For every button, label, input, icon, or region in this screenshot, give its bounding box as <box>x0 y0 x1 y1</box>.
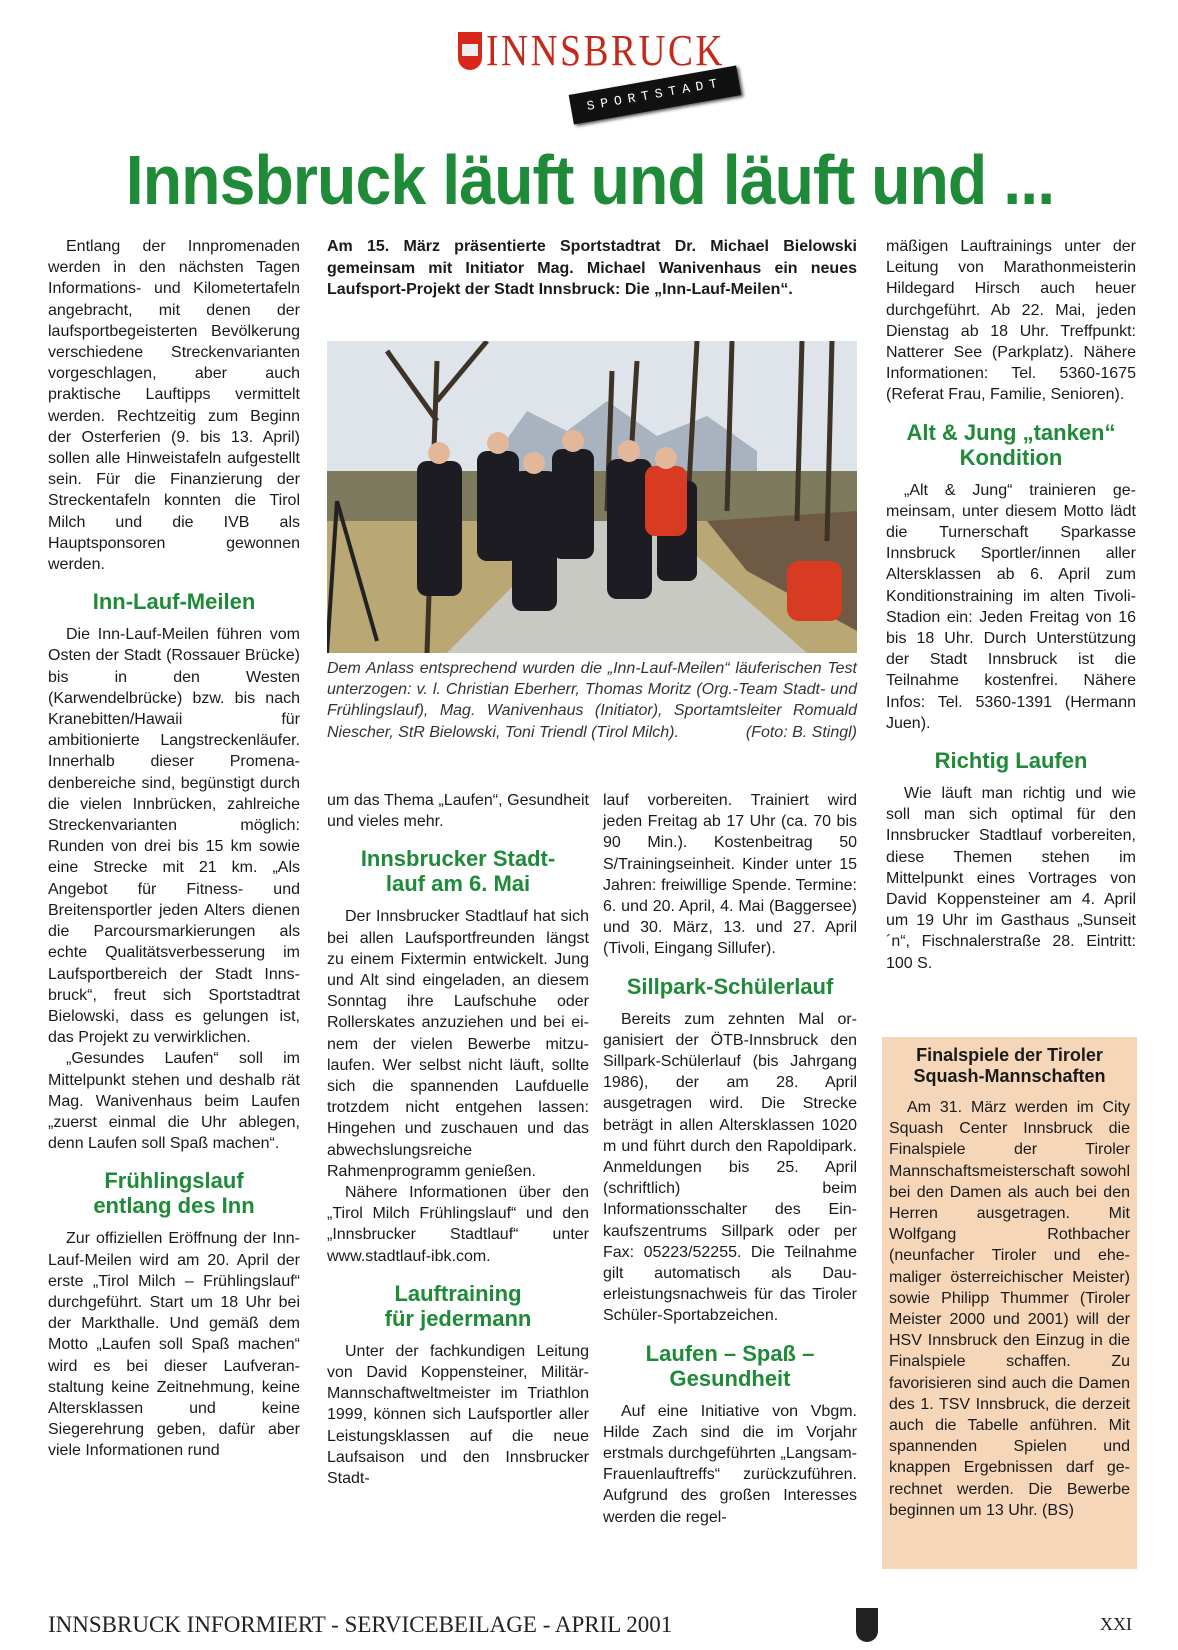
footer-publication: INNSBRUCK INFORMIERT - SERVICEBEILAGE - APRIL 2001 <box>48 1612 673 1637</box>
column-4 <box>886 236 1136 974</box>
intro-lead: Am 15. März präsentierte Sportstadtrat Dr. Michael Bielowski gemeinsam mit Initiator Mag. Michael Wanivenhaus ein neues Laufsport-Projekt der Stadt Innsbruck: Die „Inn-Lauf-Meilen“. <box>327 238 857 298</box>
column-3 <box>603 790 857 1528</box>
paragraph: um das Thema „Laufen“, Gesundheit und vieles mehr. <box>327 792 589 831</box>
paragraph: Die Inn-Lauf-Meilen führen vom Osten der Stadt (Rossauer Brücke) bis in den Westen (Karwendelbrücke) bzw. bis nach Kranebitten/Hawaii für ambitionierte Langstreckenläufer. Innerhalb dieser Promenadenbereiche sind, begünstigt durch die vielen Innbrücken, zahlreiche Streckenvarianten möglich: Runden von drei bis 15 km sowie eine Strecke mit 21 km. „Als Angebot für Fitness- und Breitensportler jeden Alters dienen die Parcoursmarkierungen als echte Qualitätsverbesserung im Laufsportbereich der Stadt Innsbruck“, freut sich Sportstadtrat Bielowski, dass es gelungen ist, das Projekt zu verwirklichen. <box>48 626 300 1047</box>
paragraph: mäßigen Lauftrainings unter der Leitung von Marathonmeisterin Hildegard Hirsch auch heuer durchgeführt. Ab 22. Mai, jeden Dienstag ab 18 Uhr. Treffpunkt: Natterer See (Parkplatz). Nähere Informationen: Tel. 5360-1675 (Referat Frau, Familie, Senioren). <box>886 238 1136 404</box>
box-title: Finalspiele der Tiroler Squash-Mannschaften <box>913 1045 1106 1086</box>
box-text: Am 31. März werden im City Squash Center Innsbruck die Finalspiele der Tiroler Mannschaftsmeisterschaft sowohl bei den Damen als auch bei den Herren ausgetragen. Mit Wolfgang Rothbacher (neunfacher Tiroler und ehemaliger österreichischer Meister) sowie Philipp Thummer (Tiroler Meister 2000 und 2001) will der HSV Innsbruck den Einzug in die Finalspiele schaffen. Zu favorisieren sind auch die Damen des 1. TSV Innsbruck, die derzeit auch die Tabelle anführen. Mit spannenden Spielen und knappen Ergebnissen darf gerechnet werden. Die Bewerbe beginnen um 13 Uhr. (BS) <box>889 1099 1130 1519</box>
section-heading: Sillpark-Schülerlauf <box>626 973 834 999</box>
page-title: Innsbruck läuft und läuft und ... <box>125 141 1055 219</box>
innsbruck-crest-icon <box>458 32 482 70</box>
column-1 <box>48 236 300 1462</box>
paragraph: „Alt & Jung“ trainieren gemeinsam, unter diesem Motto lädt die Turnerschaft Sparkasse Innsbruck Sportler/innen aller Altersklassen ab 6. April zum Konditionstraining im alten Tivoli-Stadion ein: Jeden Freitag von 16 bis 18 Uhr. Durch Unterstützung der Stadt Innsbruck ist die Teilnahme kostenfrei. Nähere Infos: Tel. 5360-1391 (Hermann Juen). <box>886 481 1136 732</box>
squash-info-box <box>882 1037 1137 1569</box>
paragraph: Nähere Informationen über den „Tirol Milch Frühlingslauf“ und den „Innsbrucker Stadtlauf“ unter www.stadtlauf-ibk.com. <box>327 1184 589 1265</box>
logo-tape: SPORTSTADT <box>569 65 742 124</box>
innsbruck-sportstadt-logo <box>458 28 758 123</box>
footer-crest-icon <box>856 1608 878 1642</box>
page-number: XXI <box>1100 1614 1132 1634</box>
paragraph: Unter der fachkundigen Leitung von David Koppensteiner, Militär-Mannschaftweltmeister im Triathlon 1999, können sich Laufsportler aller Leistungsklassen auf die neue Laufsaison und den Innsbrucker Stadt- <box>327 1342 589 1488</box>
section-heading: Lauftraining für jedermann <box>384 1280 532 1331</box>
section-heading: Inn-Lauf-Meilen <box>92 589 256 615</box>
paragraph: Der Innsbrucker Stadtlauf hat sich bei allen Laufsportfreunden längst zu einem Fixtermin entwickelt. Jung und Alt sind eingeladen, an diesem Sonntag ihre Laufschuhe oder Rollerskates anzuziehen und bei einem der vielen Bewerbe mitzulaufen. Wer selbst nicht läuft, sollte sich die spannenden Laufduelle trotzdem nicht entgehen lassen: Hingehen und zuschauen und das abwechslungsreiche Rahmenprogramm genießen. <box>327 908 589 1180</box>
paragraph: Bereits zum zehnten Mal organisiert der ÖTB-Innsbruck den Sillpark-Schülerlauf (bis Jahrgang 1986), der am 28. April ausgetragen wird. Die Strecke beträgt in allen Altersklassen 1020 m und führt durch den Rapoldipark. Anmeldungen bis 25. April (schriftlich) beim Informationsschalter des Einkaufszentrums Sillpark oder per Fax: 05223/52255. Die Teilnahme gilt automatisch als Dauerleistungsnachweis für das Tiroler Schüler-Sportabzeichen. <box>603 1010 857 1325</box>
runners-photo <box>327 341 857 653</box>
section-heading: Richtig Laufen <box>934 748 1088 774</box>
photo-credit: (Foto: B. Stingl) <box>745 723 857 741</box>
column-2 <box>327 790 589 1489</box>
section-heading: Alt & Jung „tanken“ Kondition <box>906 419 1116 470</box>
photo-caption <box>327 658 857 743</box>
paragraph: „Gesundes Laufen“ soll im Mittelpunkt stehen und deshalb rät Mag. Wanivenhaus beim Laufen „zuerst einmal die Uhr ablegen, denn Laufen soll Spaß machen“. <box>48 1050 300 1153</box>
paragraph: Auf eine Initiative von Vbgm. Hilde Zach sind die im Vorjahr erstmals durchgeführten „Langsam-Frauenlauftreffs“ zurückzuführen. Aufgrund des großen Interesses werden die regel- <box>603 1402 857 1526</box>
section-heading: Laufen – Spaß – Gesundheit <box>645 1340 815 1391</box>
section-heading: Innsbrucker Stadt- lauf am 6. Mai <box>360 846 556 897</box>
logo-wordmark: INNSBRUCK <box>486 26 726 75</box>
paragraph: Zur offiziellen Eröffnung der Inn-Lauf-Meilen wird am 20. April der erste „Tirol Milch – Frühlingslauf“ durchgeführt. Start um 18 Uhr bei der Markthalle. Und gemäß dem Motto „Laufen soll Spaß machen“ wird es bei dieser Laufveranstaltung keine Zeitnehmung, keine Altersklassen und keine Siegerehrung geben, dafür aber viele Informationen rund <box>48 1230 300 1460</box>
paragraph: Wie läuft man richtig und wie soll man sich optimal für den Innsbrucker Stadtlauf vorbereiten, diese Themen stehen im Mittelpunkt eines Vortrages von David Koppensteiner am 4. April um 19 Uhr im Gasthaus „Sunseit´n“, Fischnalerstraße 28. Eintritt: 100 S. <box>886 785 1136 972</box>
runners-photo-image <box>327 341 857 653</box>
paragraph: Entlang der Innpromenaden werden in den nächsten Tagen Informations- und Kilometertafeln angebracht, mit denen der laufsportbegeisterten Bevölkerung verschiedene Streckenvarianten vorgeschlagen, aber auch praktische Lauftipps vermittelt werden. Rechtzeitig zum Beginn der Osterferien (9. bis 13. April) sollen alle Hinweistafeln aufgestellt sein. Für die Finanzierung der Streckentafeln konnten die Tirol Milch und die IVB als Hauptsponsoren gewonnen werden. <box>48 238 300 574</box>
caption-text: Dem Anlass entsprechend wurden die „Inn-Lauf-Meilen“ läuferischen Test unterzogen: v. l. Christian Eberherr, Thomas Moritz (Org.-Team Stadt- und Frühlingslauf), Mag. Wanivenhaus (Initiator), Sportamtsleiter Romuald Niescher, StR Bielowski, Toni Triendl (Tirol Milch). <box>327 660 857 741</box>
paragraph: lauf vorbereiten. Trainiert wird jeden Freitag ab 17 Uhr (ca. 70 bis 90 Min.). Kostenbeitrag 50 S/Trainingseinheit. Kinder unter 15 Jahren: freiwillige Spende. Termine: 6. und 20. April, 4. Mai (Baggersee) und 30. März, 13. und 27. April (Tivoli, Eingang Sillufer). <box>603 792 857 958</box>
section-heading: Frühlingslauf entlang des Inn <box>93 1168 255 1219</box>
